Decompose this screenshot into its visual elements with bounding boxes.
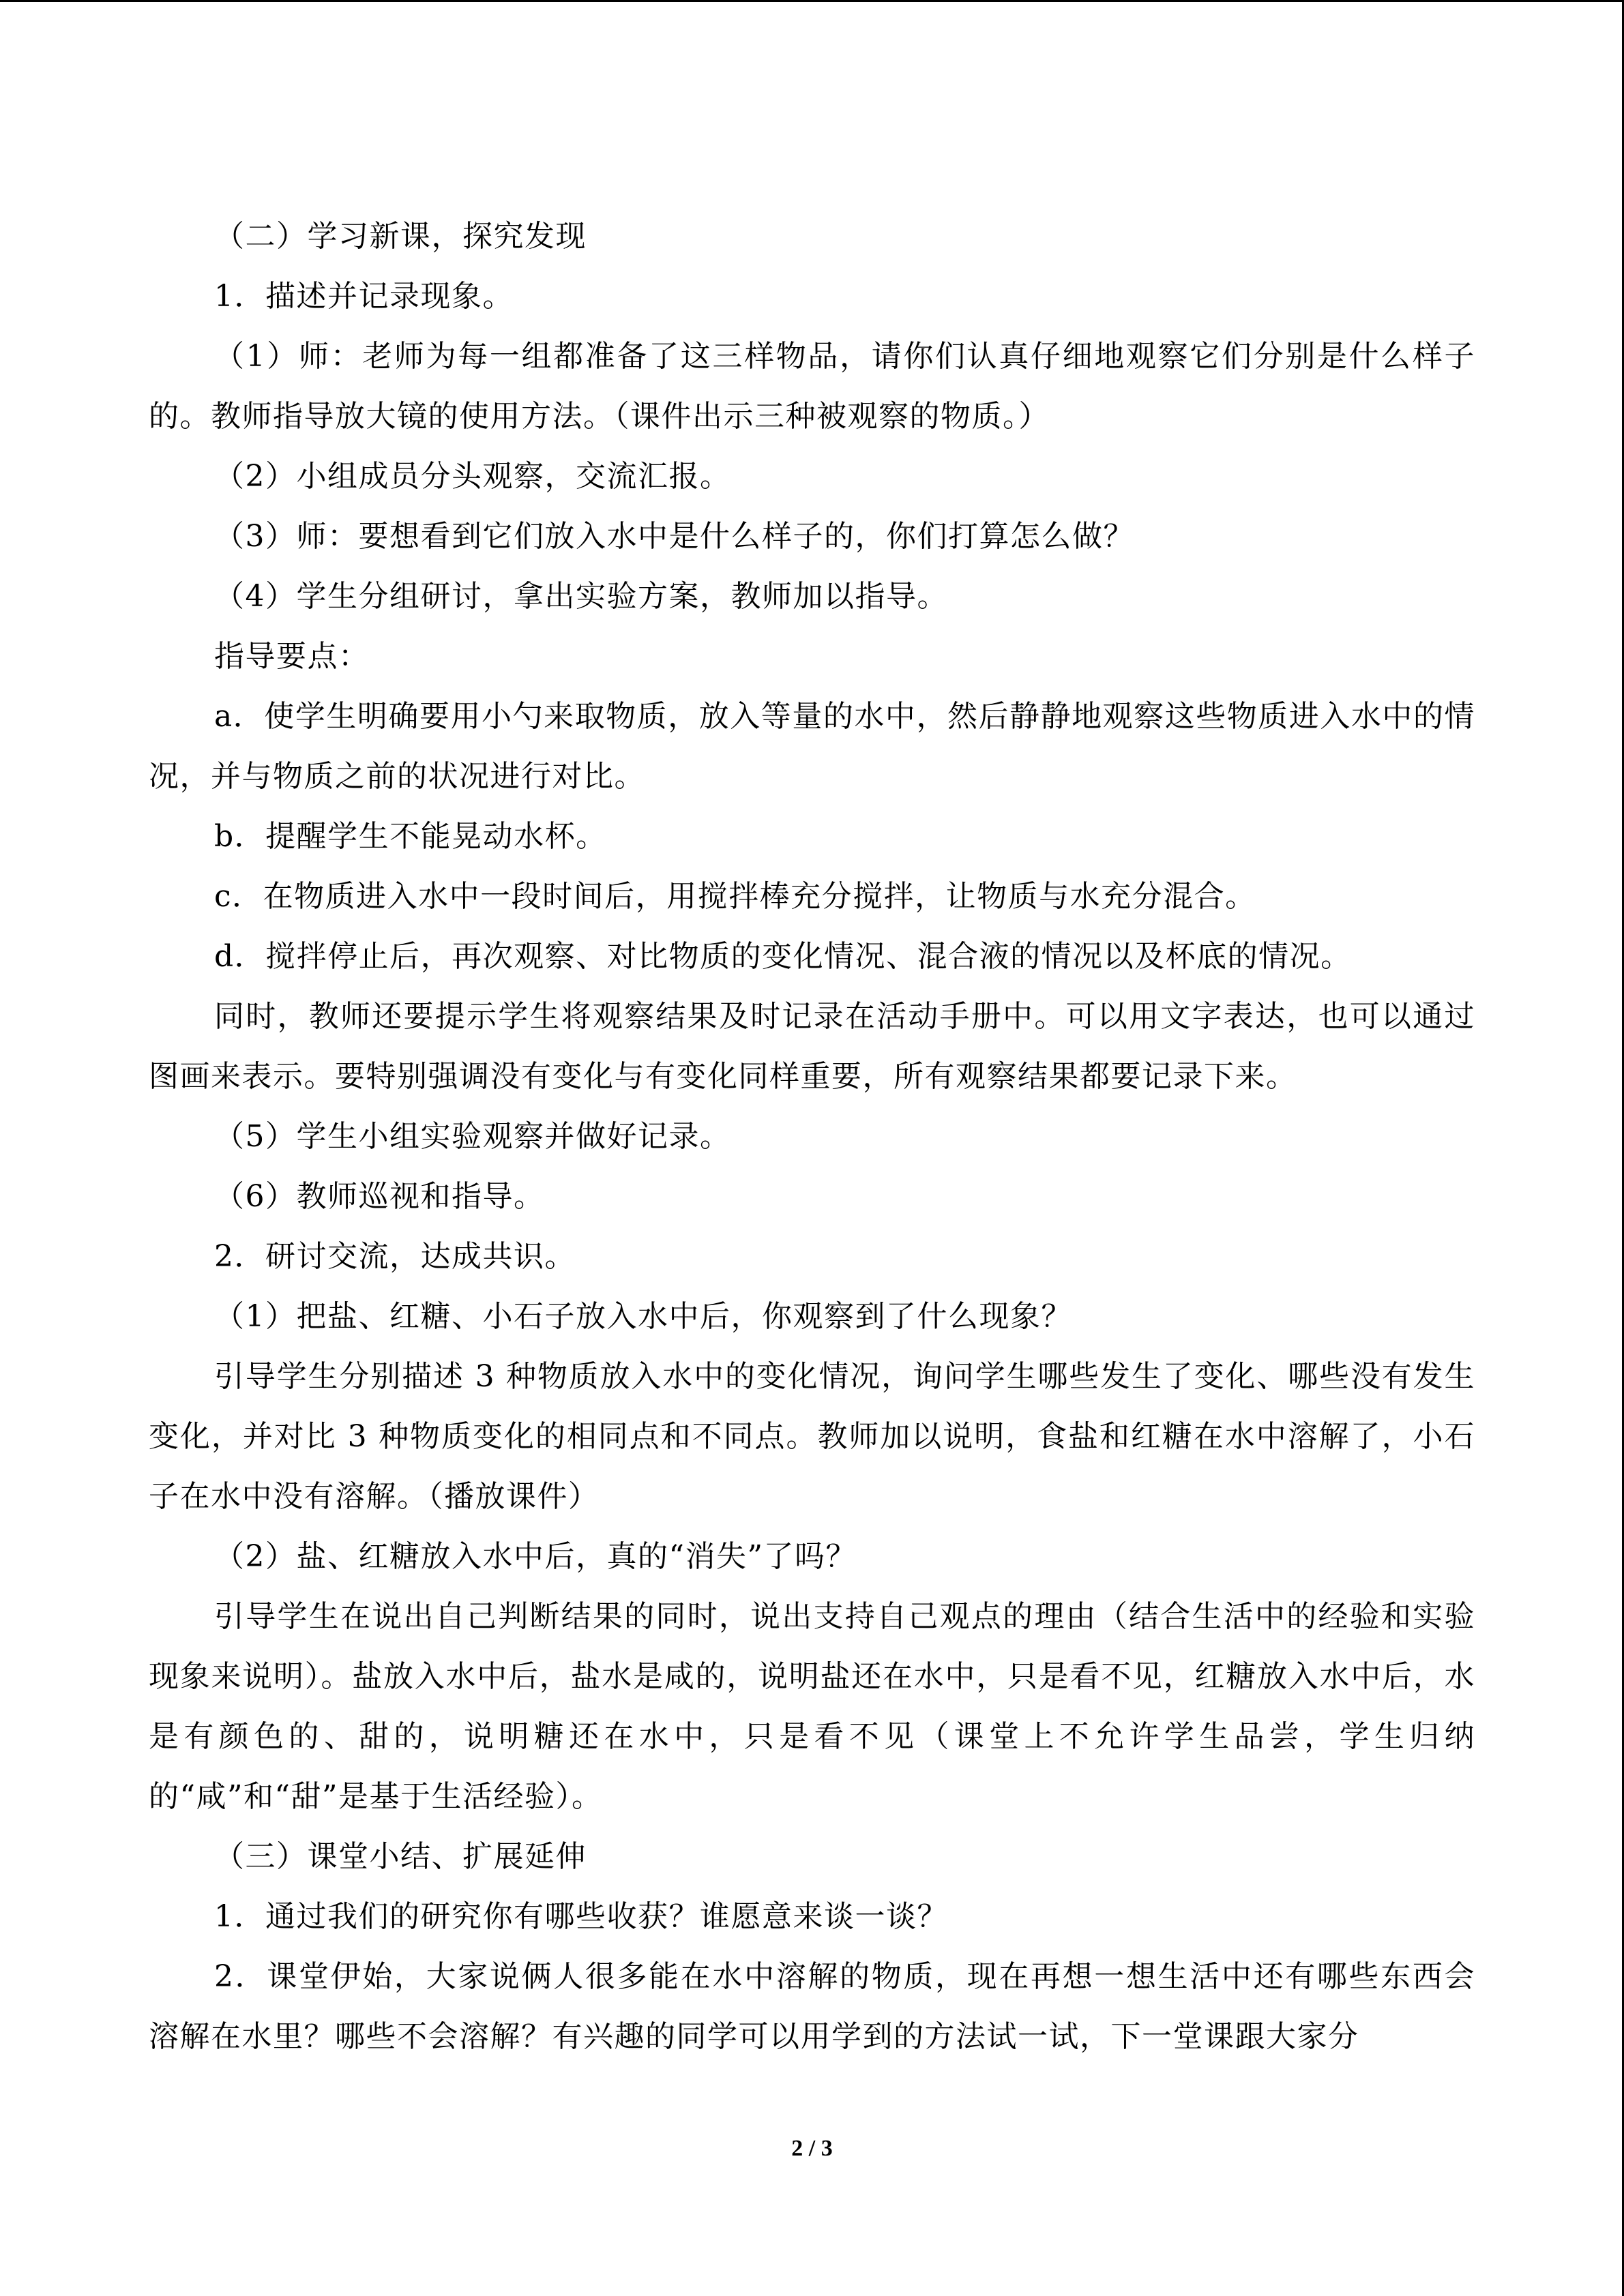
- paragraph: （4）学生分组研讨，拿出实验方案，教师加以指导。: [214, 579, 948, 614]
- guidance-heading: 指导要点：: [214, 639, 370, 674]
- paragraph: （5）学生小组实验观察并做好记录。: [214, 1119, 731, 1154]
- paragraph: （6）教师巡视和指导。: [214, 1179, 545, 1214]
- paragraph: 2．课堂伊始，大家说俩人很多能在水中溶解的物质，现在再想一想生活中还有哪些东西会溶解在水里？哪些不会溶解？有兴趣的同学可以用学到的方法试一试，下一堂课跟大家分: [149, 1959, 1475, 2054]
- paragraph: 引导学生分别描述 3 种物质放入水中的变化情况，询问学生哪些发生了变化、哪些没有发生变化，并对比 3 种物质变化的相同点和不同点。教师加以说明，食盐和红糖在水中溶解了，小石子在水中没有溶解。（播放课件）: [149, 1359, 1475, 1514]
- guidance-item: a．使学生明确要用小勺来取物质，放入等量的水中，然后静静地观察这些物质进入水中的情况，并与物质之前的状况进行对比。: [149, 699, 1475, 794]
- step-heading-discussion: 2．研讨交流，达成共识。: [214, 1239, 576, 1274]
- section-heading-new-lesson: （二）学习新课，探究发现: [214, 219, 587, 254]
- section-heading-summary: （三）课堂小结、扩展延伸: [214, 1839, 587, 1874]
- guidance-item: d．搅拌停止后，再次观察、对比物质的变化情况、混合液的情况以及杯底的情况。: [214, 939, 1352, 974]
- paragraph: 1．通过我们的研究你有哪些收获？谁愿意来谈一谈？: [214, 1899, 948, 1934]
- page-number: 2 / 3: [791, 2136, 833, 2161]
- paragraph: 引导学生在说出自己判断结果的同时，说出支持自己观点的理由（结合生活中的经验和实验现象来说明）。盐放入水中后，盐水是咸的，说明盐还在水中，只是看不见，红糖放入水中后，水是有颜色的、甜的，说明糖还在水中，只是看不见（课堂上不允许学生品尝，学生归纳的“咸”和“甜”是基于生活经验）。: [149, 1599, 1475, 1814]
- document-body: [149, 207, 1475, 2067]
- guidance-item: c．在物质进入水中一段时间后，用搅拌棒充分搅拌，让物质与水充分混合。: [214, 879, 1256, 914]
- paragraph: （2）小组成员分头观察，交流汇报。: [214, 459, 731, 494]
- paragraph: （3）师：要想看到它们放入水中是什么样子的，你们打算怎么做？: [214, 519, 1134, 554]
- paragraph: （1）师：老师为每一组都准备了这三样物品，请你们认真仔细地观察它们分别是什么样子的。教师指导放大镜的使用方法。（课件出示三种被观察的物质。）: [149, 339, 1475, 434]
- paragraph: （2）盐、红糖放入水中后，真的“消失”了吗？: [214, 1539, 857, 1574]
- guidance-item: b．提醒学生不能晃动水杯。: [214, 819, 607, 854]
- step-heading-describe-record: 1．描述并记录现象。: [214, 279, 514, 314]
- paragraph: 同时，教师还要提示学生将观察结果及时记录在活动手册中。可以用文字表达，也可以通过图画来表示。要特别强调没有变化与有变化同样重要，所有观察结果都要记录下来。: [149, 999, 1475, 1094]
- paragraph: （1）把盐、红糖、小石子放入水中后，你观察到了什么现象？: [214, 1299, 1072, 1334]
